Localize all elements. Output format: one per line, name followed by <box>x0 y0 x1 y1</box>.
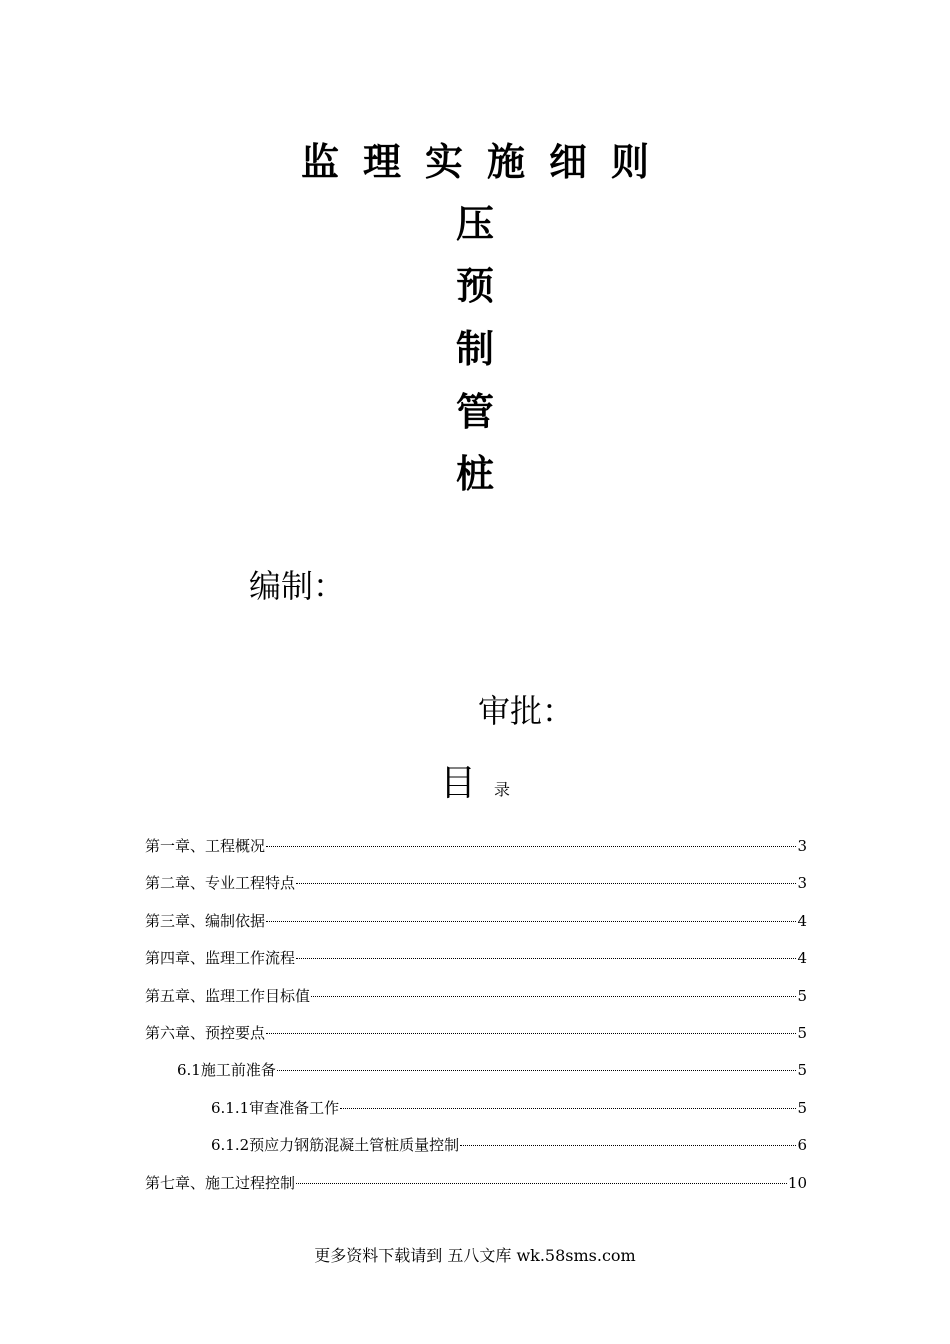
toc-leader-dots <box>296 883 796 884</box>
toc-entry-page: 5 <box>797 1098 807 1117</box>
toc-heading-big: 目 <box>439 763 476 804</box>
toc-leader-dots <box>266 921 796 922</box>
toc-entry-page: 6 <box>797 1136 807 1155</box>
subtitle-char: 制 <box>455 326 494 371</box>
toc-entry-page: 5 <box>797 986 807 1005</box>
toc-entry[interactable] <box>145 1057 807 1094</box>
document-title: 监理实施细则 <box>300 139 673 184</box>
toc-heading-small: 录 <box>494 780 511 799</box>
toc-leader-dots <box>311 996 796 997</box>
toc-entry-page: 3 <box>797 837 807 855</box>
toc-leader-dots <box>340 1108 796 1109</box>
toc-entry-label: 第三章、编制依据 <box>145 911 266 930</box>
toc-entry-label: 第二章、专业工程特点 <box>145 874 296 893</box>
toc-entry-label: 第六章、预控要点 <box>145 1023 266 1042</box>
toc-entry[interactable] <box>145 983 807 1020</box>
toc-leader-dots <box>296 958 796 959</box>
toc-heading <box>0 762 950 812</box>
toc-entry-label: 第七章、施工过程控制 <box>145 1173 296 1192</box>
toc-entry-label: 6.1施工前准备 <box>177 1061 276 1080</box>
footer-note: 更多资料下载请到 五八文库 wk.58sms.com <box>314 1246 636 1265</box>
toc-entry-label: 第五章、监理工作目标值 <box>145 986 311 1005</box>
toc-entry-label: 6.1.1审查准备工作 <box>211 1098 340 1117</box>
toc-leader-dots <box>277 1070 797 1071</box>
toc-entry[interactable] <box>145 945 807 982</box>
subtitle-char: 预 <box>455 263 494 308</box>
toc-entry-page: 5 <box>797 1061 807 1080</box>
subtitle-char: 压 <box>455 201 494 246</box>
toc-entry-label: 第四章、监理工作流程 <box>145 949 296 968</box>
toc-entry[interactable] <box>145 908 807 945</box>
toc-leader-dots <box>266 846 796 847</box>
toc-entry[interactable] <box>145 1020 807 1057</box>
subtitle-char: 管 <box>455 389 494 434</box>
toc-entry-page: 4 <box>797 949 807 968</box>
subtitle-char: 桩 <box>455 451 494 496</box>
toc-leader-dots <box>460 1145 796 1146</box>
toc-entry[interactable] <box>145 833 807 870</box>
approver-label: 审批： <box>478 692 575 730</box>
toc-entry-page: 3 <box>797 874 807 893</box>
toc-entry[interactable] <box>145 1095 807 1132</box>
toc-entry[interactable] <box>145 1170 807 1207</box>
toc-entry-label: 6.1.2预应力钢筋混凝土管桩质量控制 <box>211 1136 460 1155</box>
toc-entry[interactable] <box>145 870 807 907</box>
toc-entry-page: 5 <box>797 1023 807 1042</box>
toc-entry-page: 10 <box>787 1173 807 1192</box>
toc-leader-dots <box>266 1033 796 1034</box>
toc-entry-page: 4 <box>797 911 807 930</box>
toc-entry-label: 第一章、工程概况 <box>145 837 266 855</box>
toc-entry[interactable] <box>145 1132 807 1169</box>
table-of-contents <box>145 833 807 1207</box>
compiler-label: 编制： <box>249 567 346 605</box>
toc-leader-dots <box>296 1183 787 1184</box>
